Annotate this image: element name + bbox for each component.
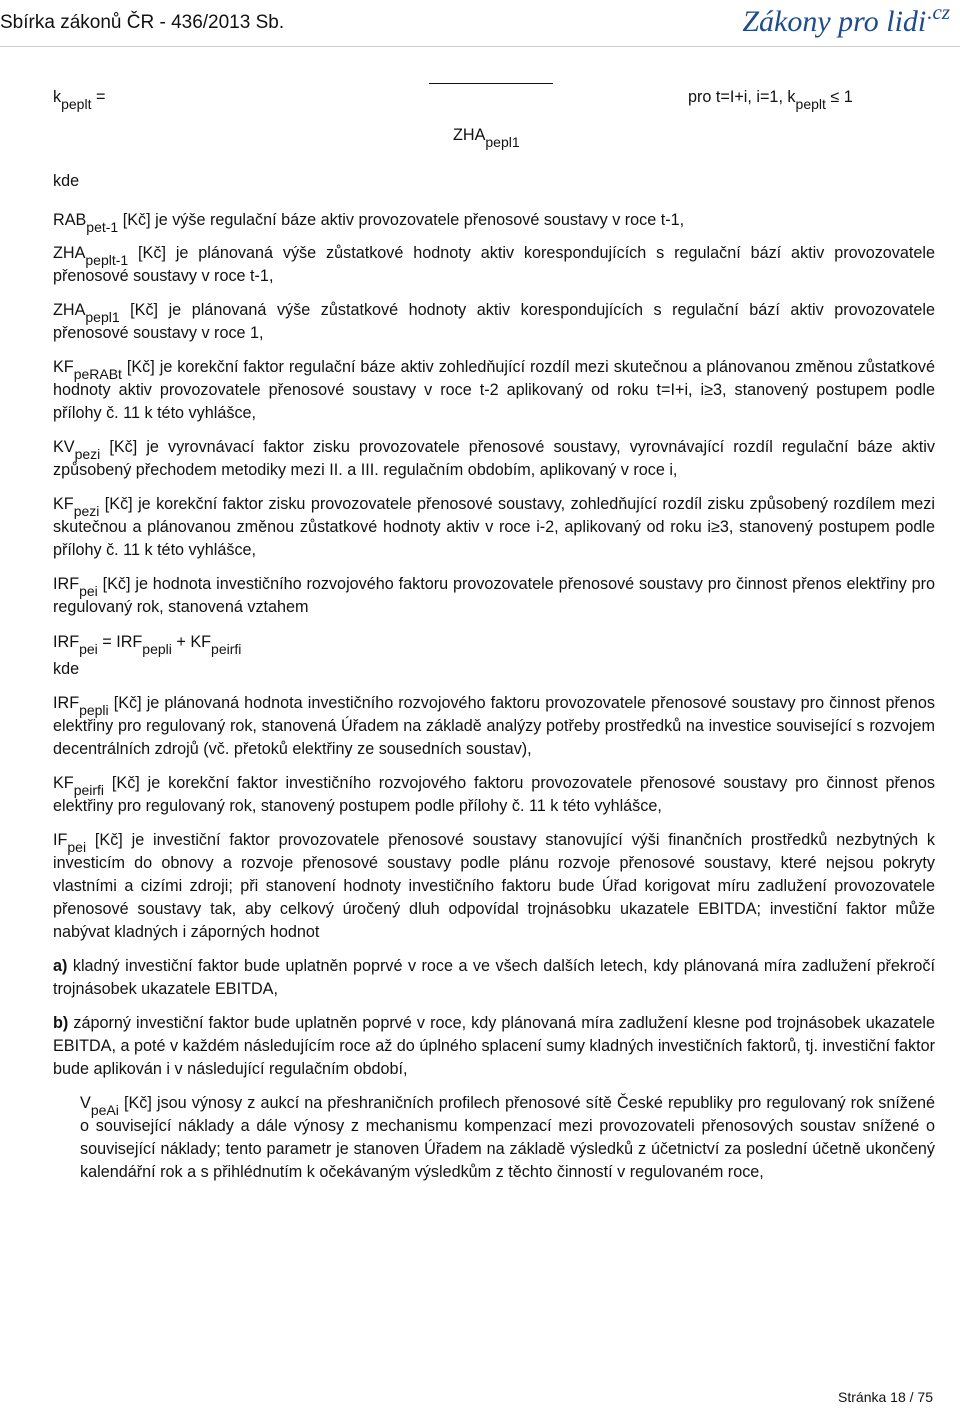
kde-label: kde bbox=[53, 172, 80, 190]
definition-irf-pepli: IRFpepli [Kč] je plánovaná hodnota investičního rozvojového faktoru provozovatele přenosové soustavy pro činnost přenos elektřiny pro regulovaný rok, stanovená Úřadem na základě analýzy potřeby prostředků na investice související s rozvojem decentrálních zdrojů (vč. přetoků elektřiny ze sousedních soustav), bbox=[53, 694, 935, 758]
definition-if-pei: IFpei [Kč] je investiční faktor provozovatele přenosové soustavy stanovující výši finančních prostředků nezbytných k investicím do obnovy a rozvoje přenosové soustavy podle plánu rozvoje přenosové soustavy, které nejsou pokryty vlastními a cizími zdroji; při stanovení hodnoty investičního faktoru bude Úřad korigovat míru zadlužení provozovatele přenosové soustavy tak, aby celkový úročený dluh odpovídal trojnásobku ukazatele EBITDA; investiční faktor může nabývat kladných i záporných hodnot bbox=[53, 831, 935, 941]
page-header bbox=[0, 0, 960, 47]
definition-irf-pei: IRFpei [Kč] je hodnota investičního rozvojového faktoru provozovatele přenosové soustavy pro činnost přenos elektřiny pro regulovaný rok, stanovená vztahem bbox=[53, 575, 935, 616]
formula-eq: = bbox=[91, 88, 106, 106]
definition-rab: RABpet-1 [Kč] je výše regulační báze aktiv provozovatele přenosové soustavy v roce t-1, bbox=[53, 211, 685, 235]
formula-denominator: ZHA bbox=[453, 126, 486, 144]
definition-kf-peirfi: KFpeirfi [Kč] je korekční faktor investičního rozvojového faktoru provozovatele přenosové soustavy pro činnost přenos elektřiny pro regulovaný rok, stanovený postupem podle přílohy č. 11 k této vyhlášce, bbox=[53, 774, 935, 815]
formula-condition-end: ≤ 1 bbox=[825, 88, 853, 106]
definition-kv-pezi: KVpezi [Kč] je vyrovnávací faktor zisku provozovatele přenosové soustavy, vyrovnávající rozdíl regulační báze aktiv způsobený přechodem metodiky mezi II. a III. regulačním obdobím, aplikovaný v roce i, bbox=[53, 438, 935, 479]
brand-name: Zákony pro lidi bbox=[742, 5, 927, 38]
definition-kf-pezi: KFpezi [Kč] je korekční faktor zisku provozovatele přenosové soustavy, zohledňující rozdíl zisku způsobený rozdílem mezi skutečnou a plánovanou změnou zůstatkové hodnoty aktiv v roce i-2, aplikovaný od roku i≥3, stanovený postupem podle přílohy č. 11 k této vyhlášce, bbox=[53, 495, 935, 559]
formula-condition-sub: peplt bbox=[795, 96, 826, 112]
page-number: Stránka 18 / 75 bbox=[838, 1389, 933, 1405]
formula-condition: pro t=I+i, i=1, k bbox=[688, 88, 796, 106]
item-a: a) kladný investiční faktor bude uplatněn poprvé v roce a ve všech dalších letech, kdy plánovaná míra zadlužení překročí trojnásobek ukazatele EBITDA, bbox=[53, 957, 935, 998]
document-body bbox=[53, 80, 935, 1184]
formula-irf: IRFpei = IRFpepli + KFpeirfi bbox=[53, 633, 242, 657]
document-title: Sbírka zákonů ČR - 436/2013 Sb. bbox=[0, 12, 285, 33]
item-b: b) záporný investiční faktor bude uplatněn poprvé v roce, kdy plánovaná míra zadlužení klesne pod trojnásobek ukazatele EBITDA, a poté v každém následujícím roce až do úplného splacení sumy kladných investičních faktorů, tj. investiční faktor bude aplikován i v následující regulačním období, bbox=[53, 1014, 935, 1078]
definition-zha-1: ZHApepl1 [Kč] je plánovaná výše zůstatkové hodnoty aktiv korespondujících s regulační bází aktiv provozovatele přenosové soustavy v roce 1, bbox=[53, 301, 935, 342]
formula-denominator-sub: pepl1 bbox=[485, 134, 520, 150]
definition-v-peai: VpeAi [Kč] jsou výnosy z aukcí na přeshraničních profilech přenosové sítě České republiky pro regulovaný rok snížené o související náklady a dále výnosy z mechanismu kompenzací mezi provozovateli přenosových soustav snížené o související náklady; tento parametr je stanoven Úřadem na základě výsledků z účetnictví za poslední účetně ukončený kalendářní rok a s přihlédnutím k očekávaným výsledkům z těchto činností v regulovaném roce, bbox=[80, 1094, 935, 1181]
brand-suffix: .cz bbox=[927, 0, 950, 24]
definition-kf-perabt: KFpeRABt [Kč] je korekční faktor regulační báze aktiv zohledňující rozdíl mezi skutečnou a plánovanou změnou zůstatkové hodnoty aktiv provozovatele přenosové soustavy v roce t-2 aplikovaný od roku t=I+i, i≥3, stanovený postupem podle přílohy č. 11 k této vyhlášce, bbox=[53, 358, 935, 422]
kde-label-2: kde bbox=[53, 660, 80, 678]
formula-k-peplt bbox=[53, 86, 935, 150]
definition-zha-t1: ZHApeplt-1 [Kč] je plánovaná výše zůstatkové hodnoty aktiv korespondujících s regulační bází aktiv provozovatele přenosové soustavy v roce t-1, bbox=[53, 244, 935, 285]
site-logo[interactable] bbox=[742, 0, 950, 39]
fraction-bar bbox=[429, 83, 553, 84]
formula-lhs: k bbox=[53, 88, 62, 106]
formula-lhs-sub: peplt bbox=[61, 96, 92, 112]
